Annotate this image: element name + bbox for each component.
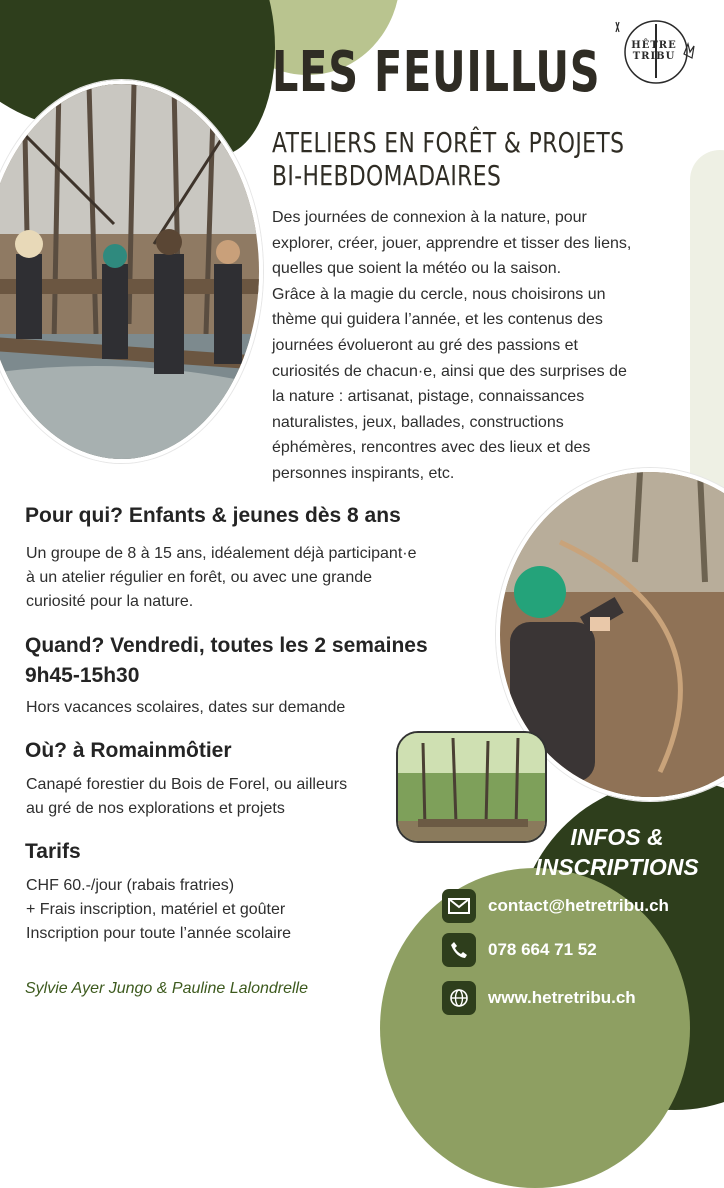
contact-heading-line-2: INSCRIPTIONS <box>535 854 699 880</box>
intro-line: curiosités de chacun·e, ainsi que des surprises de <box>272 362 627 380</box>
intro-text <box>272 205 712 487</box>
when-heading <box>25 631 428 691</box>
prices-heading: Tarifs <box>25 840 81 863</box>
where-text <box>26 773 386 821</box>
intro-line: Grâce à la magie du cercle, nous choisirons un <box>272 285 606 303</box>
subtitle-line-1: ATELIERS EN FORÊT & PROJETS <box>272 126 625 159</box>
intro-line: naturalistes, jeux, ballades, constructions <box>272 413 564 431</box>
authors: Sylvie Ayer Jungo & Pauline Lalondrelle <box>25 980 308 997</box>
mail-icon <box>442 889 476 923</box>
intro-line: thème qui guidera l’année, et les contenus des <box>272 311 603 329</box>
website-link[interactable]: www.hetretribu.ch <box>488 988 636 1007</box>
logo-text: HÊTRE TRIBU <box>631 40 677 62</box>
globe-icon <box>442 981 476 1015</box>
price-line: + Frais inscription, matériel et goûter <box>26 901 286 918</box>
page-title: LES FEUILLUS <box>272 40 601 105</box>
subtitle-line-2: BI-HEBDOMADAIRES <box>272 159 502 192</box>
who-line: à un atelier régulier en forêt, ou avec une grande <box>26 569 373 586</box>
intro-line: Des journées de connexion à la nature, pour <box>272 209 587 226</box>
intro-line: éphémères, rencontres avec des lieux et des <box>272 439 591 457</box>
contact-heading-line-1: INFOS & <box>570 824 664 850</box>
where-line: au gré de nos explorations et projets <box>26 800 285 817</box>
phone-icon <box>442 933 476 967</box>
when-note: Hors vacances scolaires, dates sur demande <box>26 699 346 716</box>
email-row[interactable] <box>442 889 669 923</box>
contact-heading <box>510 822 724 882</box>
intro-line: journées évolueront au gré des passions et <box>272 336 578 354</box>
intro-line: personnes inspirants, etc. <box>272 464 455 482</box>
email-link[interactable]: contact@hetretribu.ch <box>488 896 669 915</box>
hetre-tribu-logo <box>610 14 698 86</box>
when-heading-line-2: 9h45-15h30 <box>25 664 140 687</box>
intro-line: la nature : artisanat, pistage, connaissances <box>272 388 585 406</box>
who-text <box>26 542 496 614</box>
intro-line: explorer, créer, jouer, apprendre et tisser des liens, <box>272 234 632 252</box>
intro-line: quelles que soient la météo ou la saison. <box>272 260 562 278</box>
website-row[interactable] <box>442 981 636 1015</box>
who-heading: Pour qui? Enfants & jeunes dès 8 ans <box>25 504 401 527</box>
where-heading: Où? à Romainmôtier <box>25 739 232 762</box>
who-line: Un groupe de 8 à 15 ans, idéalement déjà participant·e <box>26 545 417 562</box>
prices-text <box>26 874 386 946</box>
phone-row[interactable] <box>442 933 597 967</box>
who-line: curiosité pour la nature. <box>26 593 194 610</box>
price-line: CHF 60.-/jour (rabais fratries) <box>26 877 235 894</box>
price-line: Inscription pour toute l’année scolaire <box>26 925 292 942</box>
where-line: Canapé forestier du Bois de Forel, ou ailleurs <box>26 776 348 793</box>
phone-link[interactable]: 078 664 71 52 <box>488 940 597 959</box>
when-heading-line-1: Quand? Vendredi, toutes les 2 semaines <box>25 634 428 657</box>
